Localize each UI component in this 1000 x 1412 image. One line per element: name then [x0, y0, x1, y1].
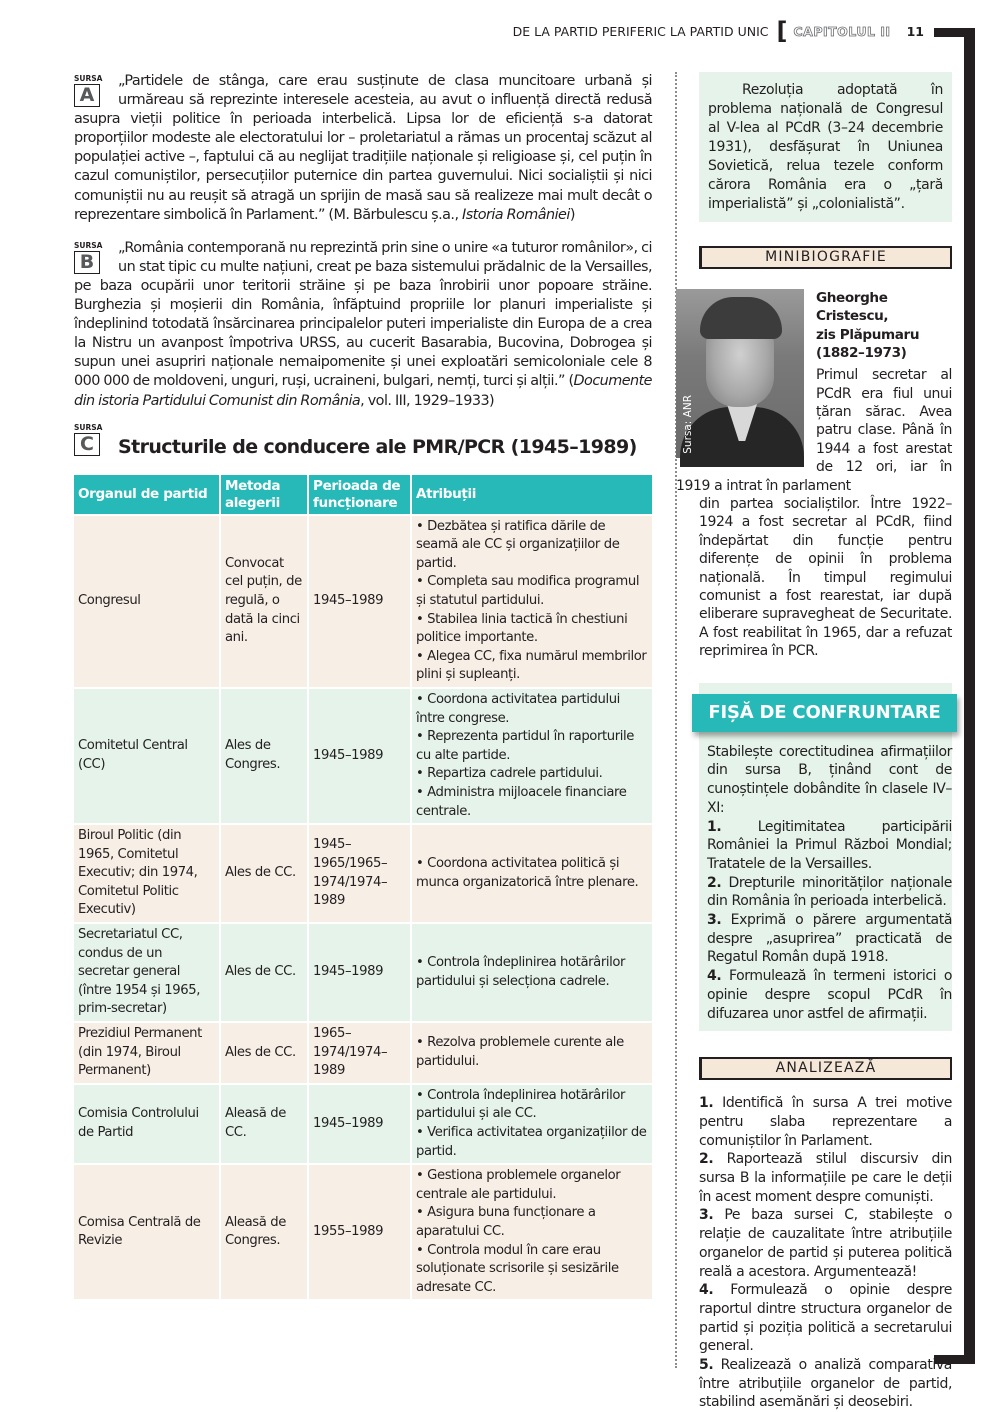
cell-method: Ales de CC.	[220, 923, 308, 1022]
fisa-body	[699, 743, 952, 1024]
fisa-box	[699, 683, 952, 1032]
bio-text-side: Primul secretar al PCdR era fiul unui țăran sărac. Avea patru clase. Până în 1944 a fost arestat de 12 ori, iar în 1919 a intrat în parlament	[676, 367, 952, 494]
cell-period: 1965– 1974/1974– 1989	[308, 1022, 411, 1084]
table-row	[74, 824, 652, 923]
source-badge-label: SURSA	[74, 240, 103, 250]
attribution-item: • Rezolva problemele curente ale partidului.	[416, 1035, 624, 1069]
cell-attributions	[411, 1022, 652, 1084]
cell-attributions	[411, 1164, 652, 1299]
source-badge-b	[74, 241, 108, 277]
fisa-item-number: 1.	[707, 818, 722, 835]
cell-period: 1945–1989	[308, 923, 411, 1022]
source-a-text: „Partidele de stânga, care erau susținute de clasa muncitoare urbană și urmăreau să reprezinte interesele acesteia, au avut o influență directă redusă asupra vieții politice în perioada interbelică. Lipsa lor de eficiență s-a datorat proporțiilor modeste ale electoratului lor – proletariatul a rămas un procentaj scăzut al populației active –, faptului că au neglijat tradițiile naționale și religioase și, cel puțin în cazul comuniștilor, persecuțiilor puternice din partea guvernului. Nici socialiștii și nici comuniștii nu au reușit să atragă un sprijin de masă sau să realizeze mai mult decât o reprezentare simbolică în Parlament.” (M. Bărbulescu ș.a.,	[74, 73, 652, 223]
attribution-item: • Controla modul în care erau soluționate scrisorile și sesizările adresate CC.	[416, 1242, 619, 1295]
attribution-item: • Administra mijloacele financiare centrale.	[416, 784, 627, 819]
right-column	[676, 72, 952, 1412]
analizeaza-item	[699, 1094, 952, 1150]
page-edge-rail	[964, 28, 975, 1364]
cell-organ: Comitetul Central (CC)	[74, 688, 220, 824]
column-header-organ: Organul de partid	[74, 475, 220, 515]
fisa-item-number: 2.	[707, 874, 722, 891]
table-row	[74, 515, 652, 688]
analizeaza-body	[699, 1094, 952, 1412]
resolution-note-text: Rezoluția adoptată în problema națională de Congresul al V-lea al PCdR (3–24 decembrie 1931), desfășurat în Uniunea Sovietică, relua tezele conform cărora România era o „țară imperialistă” și „colonialistă”.	[708, 82, 943, 212]
fisa-item-text: Drepturile minorităților naționale din România în perioada interbelică.	[707, 874, 952, 910]
analizeaza-item-text: Realizează o analiză comparativă între atribuțiile organelor de partid, stabilind asemănări și deosebiri.	[699, 1357, 952, 1411]
column-header-method: Metoda alegerii	[220, 475, 308, 515]
analizeaza-item	[699, 1150, 952, 1206]
fisa-item	[707, 911, 952, 967]
analizeaza-item-number: 4.	[699, 1282, 714, 1299]
cell-attributions	[411, 923, 652, 1022]
source-badge-label: SURSA	[74, 74, 103, 83]
portrait-hair	[700, 297, 782, 339]
source-badge-a	[74, 74, 108, 110]
cell-method: Convocat cel puțin, de regulă, o dată la cinci ani.	[220, 515, 308, 688]
source-b-citation: Documente din istoria Partidului Comunist din România	[74, 373, 652, 409]
attribution-item: • Coordona activitatea politică și munca organizatorică între plenare.	[416, 855, 639, 890]
analizeaza-item-number: 1.	[699, 1095, 714, 1112]
table-header-row	[74, 475, 652, 515]
column-header-attributions: Atribuții	[411, 475, 652, 515]
table-row	[74, 1022, 652, 1084]
attribution-item: • Controla îndeplinirea hotărârilor partidului și ale CC.	[416, 1087, 626, 1122]
attribution-item: • Asigura buna funcționare a aparatului CC.	[416, 1205, 596, 1239]
attribution-item: • Verifica activitatea organizațiilor de partid.	[416, 1125, 647, 1159]
photo-credit: Sursa: ANR	[682, 395, 694, 454]
analizeaza-item-number: 3.	[699, 1207, 714, 1224]
cell-method: Aleasă de CC.	[220, 1084, 308, 1164]
running-header	[512, 17, 924, 45]
cell-method: Ales de Congres.	[220, 688, 308, 824]
analizeaza-item-text: Identifică în sursa A trei motive pentru slaba reprezentare a comuniștilor în Parlament.	[699, 1095, 952, 1149]
source-b-text: „România contemporană nu reprezintă prin sine o unire «a tuturor românilor», ci un stat tipic cu multe națiuni, creat pe baza sistemului prădalnic de la Versailles, pe baza ocupării unor teritorii străine și pe baza înrobirii unor popoare străine. Burghezia și moșierii din România, înfăptuind propriile lor planuri imperialiste și îndeplinind totodată însărcinarea principalelor puteri imperialiste din Europa de a crea la Nistru un avanpost împotriva URSS, au cucerit Basarabia, Bucovina, Dobrogea și supun unei asupriri naționale nemaipomenite și unei exploatări semicoloniale cele 8 000 000 de moldoveni, unguri, ruși, ucraineni, bulgari, nemți, turci și alții.” (	[74, 239, 652, 390]
attribution-item: • Coordona activitatea partidului între congrese.	[416, 691, 620, 726]
chapter-label: CAPITOLUL II	[793, 23, 891, 39]
cell-method: Ales de CC.	[220, 824, 308, 923]
cell-period: 1945–1989	[308, 688, 411, 824]
cell-organ: Comisa Centrală de Revizie	[74, 1164, 220, 1299]
analizeaza-item-text: Formulează o opinie despre raportul dintre structura organelor de partid și poziția politică a secretarului general.	[699, 1282, 952, 1355]
source-a	[74, 72, 652, 225]
cell-period: 1955–1989	[308, 1164, 411, 1299]
cell-attributions	[411, 688, 652, 824]
attribution-item: • Completa sau modifica programul și statutul partidului.	[416, 574, 640, 608]
cell-period: 1945–1989	[308, 515, 411, 688]
table-row	[74, 1164, 652, 1299]
attribution-item: • Alegea CC, fixa numărul membrilor plini și supleanți.	[416, 648, 647, 683]
analizeaza-heading: ANALIZEAZĂ	[699, 1057, 952, 1080]
source-badge-label: SURSA	[74, 422, 103, 432]
column-header-period: Perioada de funcționare	[308, 475, 411, 515]
source-badge-letter: A	[74, 84, 100, 107]
minibiografie-heading: MINIBIOGRAFIE	[699, 246, 952, 269]
attribution-item: • Gestiona problemele organelor centrale ale partidului.	[416, 1168, 621, 1202]
source-badge-letter: B	[74, 251, 100, 274]
attribution-item: • Repartiza cadrele partidului.	[416, 766, 603, 782]
fisa-item-text: Exprimă o părere argumentată despre „asuprirea” practicată de Regatul Român după 1918.	[707, 912, 952, 966]
party-structures-table	[74, 475, 652, 1300]
source-a-citation-end: )	[569, 206, 575, 223]
header-bracket: [	[776, 17, 788, 45]
attribution-item: • Stabilea linia tactică în chestiuni politice importante.	[416, 611, 628, 646]
page-number: 11	[906, 23, 924, 39]
left-column	[74, 72, 652, 1299]
cell-organ: Secretariatul CC, condus de un secretar general (între 1954 și 1965, prim-secretar)	[74, 923, 220, 1022]
cell-attributions	[411, 515, 652, 688]
fisa-item-number: 3.	[707, 912, 722, 929]
bio-nickname: zis Plăpumaru	[816, 326, 920, 343]
analizeaza-item-number: 2.	[699, 1151, 714, 1168]
fisa-item	[707, 818, 952, 874]
source-b	[74, 239, 652, 411]
fisa-intro: Stabilește corectitudinea afirmațiilor din sursa B, ținând cont de cunoștințele dobândite în clasele IV–XI:	[707, 743, 952, 816]
cell-organ: Prezidiul Permanent (din 1974, Biroul Permanent)	[74, 1022, 220, 1084]
cell-organ: Congresul	[74, 515, 220, 688]
fisa-item	[707, 874, 952, 911]
fisa-item-text: Formulează în termeni istorici o opinie despre scopul PCdR în difuzarea unor astfel de afirmații.	[707, 968, 952, 1022]
cell-period: 1945– 1965/1965– 1974/1974– 1989	[308, 824, 411, 923]
column-separator	[675, 72, 677, 1368]
cell-attributions	[411, 824, 652, 923]
analizeaza-item-number: 5.	[699, 1357, 714, 1374]
analizeaza-item-text: Raportează stilul discursiv din sursa B la informațiile pe care le deții în acest moment despre comuniști.	[699, 1151, 952, 1205]
bio-text-full: din partea socialiștilor. Între 1922–1924 a fost secretar al PCdR, fiind îndepărtat din funcție pentru diferențe de opinii în problema națională. În timpul regimului comunist a fost rearestat, iar după eliberare supravegheat de Securitate. A fost reabilitat în 1965, dar a refuzat reprimirea în PCR.	[699, 496, 952, 660]
cell-method: Ales de CC.	[220, 1022, 308, 1084]
analizeaza-item	[699, 1281, 952, 1356]
bio-name-line: Gheorghe Cristescu,	[816, 290, 889, 325]
cell-method: Aleasă de Congres.	[220, 1164, 308, 1299]
source-badge-letter: C	[74, 433, 100, 456]
cell-attributions	[411, 1084, 652, 1164]
source-c-title: Structurile de conducere ale PMR/PCR (1945–1989)	[118, 435, 637, 458]
minibiografie-body	[676, 289, 952, 661]
cell-organ: Biroul Politic (din 1965, Comitetul Executiv; din 1974, Comitetul Politic Executiv)	[74, 824, 220, 923]
portrait-photo	[676, 289, 804, 458]
fisa-item	[707, 967, 952, 1023]
source-badge-c	[74, 423, 108, 459]
fisa-item-number: 4.	[707, 968, 722, 985]
source-b-citation-end: , vol. III, 1929–1933)	[360, 392, 495, 409]
fisa-heading: FIȘĂ DE CONFRUNTARE	[692, 694, 957, 732]
cell-organ: Comisia Controlului de Partid	[74, 1084, 220, 1164]
fisa-item-text: Legitimitatea participării României la Primul Război Mondial; Tratatele de la Versailles.	[707, 818, 952, 872]
attribution-item: • Dezbătea și ratifica dările de seamă ale CC și organizațiilor de partid.	[416, 518, 620, 571]
analizeaza-item	[699, 1206, 952, 1281]
attribution-item: • Reprezenta partidul în raporturile cu alte partide.	[416, 729, 634, 763]
table-row	[74, 1084, 652, 1164]
resolution-note	[699, 72, 952, 222]
source-c-heading	[74, 423, 652, 463]
cell-period: 1945–1989	[308, 1084, 411, 1164]
table-row	[74, 923, 652, 1022]
analizeaza-item	[699, 1356, 952, 1412]
source-a-citation: Istoria României	[462, 206, 570, 223]
analizeaza-item-text: Pe baza sursei C, stabilește o relație de cauzalitate între atribuțiile organelor de partid și puterea politică reală a acestora. Argumentează!	[699, 1207, 952, 1280]
attribution-item: • Controla îndeplinirea hotărârilor partidului și selecționa cadrele.	[416, 954, 626, 989]
table-row	[74, 688, 652, 824]
bio-lifespan: (1882–1973)	[816, 344, 907, 361]
running-title: DE LA PARTID PERIFERIC LA PARTID UNIC	[512, 23, 769, 39]
